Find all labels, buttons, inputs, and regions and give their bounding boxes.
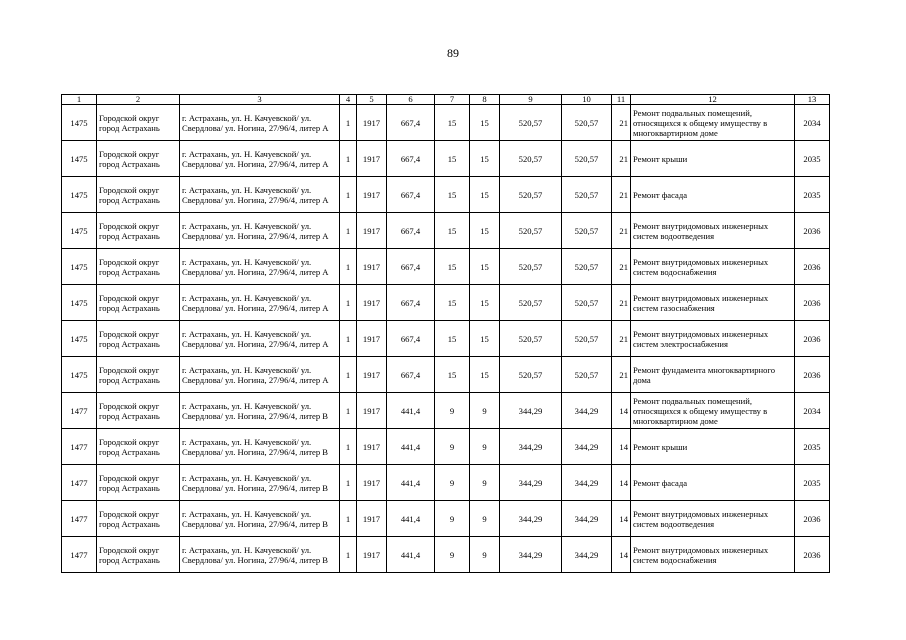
cell-year-built: 1917 xyxy=(357,357,387,393)
cell-apartments-total: 15 xyxy=(435,105,470,141)
cell-private-area: 520,57 xyxy=(562,357,612,393)
cell-address: г. Астрахань, ул. Н. Качуевской/ ул. Свердлова/ ул. Ногина, 27/96/4, литер В xyxy=(180,465,340,501)
cell-building-count: 1 xyxy=(340,357,357,393)
cell-address: г. Астрахань, ул. Н. Качуевской/ ул. Свердлова/ ул. Ногина, 27/96/4, литер В xyxy=(180,501,340,537)
cell-address: г. Астрахань, ул. Н. Качуевской/ ул. Свердлова/ ул. Ногина, 27/96/4, литер А xyxy=(180,285,340,321)
cell-residential-area: 520,57 xyxy=(500,177,562,213)
cell-row-number: 1475 xyxy=(62,177,97,213)
cell-residents-count: 21 xyxy=(612,177,631,213)
cell-total-area: 667,4 xyxy=(387,141,435,177)
cell-repair-type: Ремонт внутридомовых инженерных систем электроснабжения xyxy=(631,321,795,357)
cell-municipality: Городской округ город Астрахань xyxy=(97,321,180,357)
cell-total-area: 441,4 xyxy=(387,537,435,573)
cell-residential-area: 344,29 xyxy=(500,501,562,537)
cell-total-area: 667,4 xyxy=(387,321,435,357)
header-row xyxy=(62,95,830,105)
cell-row-number: 1475 xyxy=(62,141,97,177)
cell-private-area: 520,57 xyxy=(562,213,612,249)
column-header: 3 xyxy=(180,95,340,105)
cell-municipality: Городской округ город Астрахань xyxy=(97,105,180,141)
cell-apartments-total: 15 xyxy=(435,321,470,357)
cell-municipality: Городской округ город Астрахань xyxy=(97,537,180,573)
cell-total-area: 441,4 xyxy=(387,393,435,429)
cell-row-number: 1475 xyxy=(62,285,97,321)
cell-planned-year: 2036 xyxy=(795,321,830,357)
cell-repair-type: Ремонт внутридомовых инженерных систем водоотведения xyxy=(631,213,795,249)
cell-residents-count: 14 xyxy=(612,465,631,501)
cell-planned-year: 2036 xyxy=(795,285,830,321)
cell-apartments-total: 9 xyxy=(435,537,470,573)
cell-address: г. Астрахань, ул. Н. Качуевской/ ул. Свердлова/ ул. Ногина, 27/96/4, литер А xyxy=(180,177,340,213)
cell-residents-count: 21 xyxy=(612,213,631,249)
cell-address: г. Астрахань, ул. Н. Качуевской/ ул. Свердлова/ ул. Ногина, 27/96/4, литер А xyxy=(180,321,340,357)
cell-total-area: 441,4 xyxy=(387,429,435,465)
cell-year-built: 1917 xyxy=(357,177,387,213)
cell-total-area: 667,4 xyxy=(387,105,435,141)
cell-total-area: 667,4 xyxy=(387,213,435,249)
cell-building-count: 1 xyxy=(340,393,357,429)
cell-year-built: 1917 xyxy=(357,213,387,249)
cell-private-area: 520,57 xyxy=(562,141,612,177)
cell-planned-year: 2034 xyxy=(795,105,830,141)
cell-total-area: 667,4 xyxy=(387,285,435,321)
table-row xyxy=(62,429,830,465)
table-row xyxy=(62,393,830,429)
cell-address: г. Астрахань, ул. Н. Качуевской/ ул. Свердлова/ ул. Ногина, 27/96/4, литер А xyxy=(180,141,340,177)
cell-row-number: 1477 xyxy=(62,501,97,537)
cell-apartments-residential: 9 xyxy=(470,501,500,537)
cell-planned-year: 2035 xyxy=(795,141,830,177)
cell-private-area: 520,57 xyxy=(562,285,612,321)
cell-apartments-total: 15 xyxy=(435,249,470,285)
cell-private-area: 344,29 xyxy=(562,429,612,465)
column-header: 7 xyxy=(435,95,470,105)
cell-planned-year: 2036 xyxy=(795,537,830,573)
cell-apartments-residential: 15 xyxy=(470,105,500,141)
table-row xyxy=(62,501,830,537)
cell-year-built: 1917 xyxy=(357,321,387,357)
cell-building-count: 1 xyxy=(340,465,357,501)
table-row xyxy=(62,213,830,249)
cell-address: г. Астрахань, ул. Н. Качуевской/ ул. Свердлова/ ул. Ногина, 27/96/4, литер А xyxy=(180,105,340,141)
cell-private-area: 344,29 xyxy=(562,537,612,573)
cell-residential-area: 344,29 xyxy=(500,429,562,465)
cell-repair-type: Ремонт внутридомовых инженерных систем водоснабжения xyxy=(631,249,795,285)
registry-table xyxy=(61,94,830,573)
cell-row-number: 1477 xyxy=(62,429,97,465)
cell-total-area: 667,4 xyxy=(387,249,435,285)
cell-building-count: 1 xyxy=(340,249,357,285)
cell-municipality: Городской округ город Астрахань xyxy=(97,429,180,465)
table-row xyxy=(62,465,830,501)
cell-residential-area: 520,57 xyxy=(500,285,562,321)
cell-residential-area: 520,57 xyxy=(500,141,562,177)
cell-residential-area: 520,57 xyxy=(500,321,562,357)
cell-residents-count: 21 xyxy=(612,141,631,177)
cell-building-count: 1 xyxy=(340,429,357,465)
cell-total-area: 667,4 xyxy=(387,357,435,393)
cell-repair-type: Ремонт внутридомовых инженерных систем водоотведения xyxy=(631,501,795,537)
cell-total-area: 441,4 xyxy=(387,501,435,537)
cell-address: г. Астрахань, ул. Н. Качуевской/ ул. Свердлова/ ул. Ногина, 27/96/4, литер В xyxy=(180,537,340,573)
cell-planned-year: 2036 xyxy=(795,501,830,537)
cell-residential-area: 520,57 xyxy=(500,249,562,285)
cell-row-number: 1475 xyxy=(62,357,97,393)
cell-residents-count: 14 xyxy=(612,429,631,465)
table-row xyxy=(62,357,830,393)
cell-municipality: Городской округ город Астрахань xyxy=(97,141,180,177)
table-row xyxy=(62,177,830,213)
cell-row-number: 1475 xyxy=(62,321,97,357)
cell-row-number: 1475 xyxy=(62,105,97,141)
cell-address: г. Астрахань, ул. Н. Качуевской/ ул. Свердлова/ ул. Ногина, 27/96/4, литер А xyxy=(180,249,340,285)
cell-private-area: 520,57 xyxy=(562,177,612,213)
cell-private-area: 520,57 xyxy=(562,321,612,357)
cell-apartments-total: 9 xyxy=(435,393,470,429)
cell-apartments-residential: 15 xyxy=(470,141,500,177)
cell-residential-area: 520,57 xyxy=(500,213,562,249)
cell-apartments-residential: 15 xyxy=(470,177,500,213)
table-row xyxy=(62,537,830,573)
cell-private-area: 344,29 xyxy=(562,465,612,501)
cell-repair-type: Ремонт подвальных помещений, относящихся к общему имуществу в многоквартирном доме xyxy=(631,393,795,429)
cell-municipality: Городской округ город Астрахань xyxy=(97,501,180,537)
table-row xyxy=(62,321,830,357)
cell-private-area: 520,57 xyxy=(562,249,612,285)
cell-municipality: Городской округ город Астрахань xyxy=(97,249,180,285)
cell-apartments-total: 9 xyxy=(435,465,470,501)
page-number: 89 xyxy=(447,46,459,60)
cell-apartments-residential: 9 xyxy=(470,429,500,465)
cell-building-count: 1 xyxy=(340,537,357,573)
cell-building-count: 1 xyxy=(340,501,357,537)
cell-repair-type: Ремонт подвальных помещений, относящихся к общему имуществу в многоквартирном доме xyxy=(631,105,795,141)
cell-apartments-total: 15 xyxy=(435,213,470,249)
cell-private-area: 344,29 xyxy=(562,501,612,537)
column-header: 2 xyxy=(97,95,180,105)
cell-municipality: Городской округ город Астрахань xyxy=(97,213,180,249)
cell-residents-count: 21 xyxy=(612,249,631,285)
cell-municipality: Городской округ город Астрахань xyxy=(97,177,180,213)
cell-private-area: 520,57 xyxy=(562,105,612,141)
column-header: 13 xyxy=(795,95,830,105)
cell-residential-area: 344,29 xyxy=(500,465,562,501)
cell-row-number: 1477 xyxy=(62,465,97,501)
cell-apartments-total: 15 xyxy=(435,357,470,393)
cell-repair-type: Ремонт фундамента многоквартирного дома xyxy=(631,357,795,393)
cell-residents-count: 21 xyxy=(612,285,631,321)
cell-planned-year: 2036 xyxy=(795,249,830,285)
cell-repair-type: Ремонт крыши xyxy=(631,429,795,465)
table-row xyxy=(62,141,830,177)
cell-apartments-residential: 9 xyxy=(470,393,500,429)
cell-residents-count: 21 xyxy=(612,105,631,141)
cell-apartments-total: 9 xyxy=(435,429,470,465)
cell-building-count: 1 xyxy=(340,105,357,141)
cell-residential-area: 520,57 xyxy=(500,105,562,141)
column-header: 1 xyxy=(62,95,97,105)
cell-building-count: 1 xyxy=(340,141,357,177)
column-header: 10 xyxy=(562,95,612,105)
cell-residential-area: 344,29 xyxy=(500,393,562,429)
cell-repair-type: Ремонт внутридомовых инженерных систем водоснабжения xyxy=(631,537,795,573)
cell-building-count: 1 xyxy=(340,213,357,249)
table-row xyxy=(62,105,830,141)
cell-apartments-residential: 15 xyxy=(470,249,500,285)
cell-residential-area: 520,57 xyxy=(500,357,562,393)
cell-planned-year: 2035 xyxy=(795,429,830,465)
column-header: 5 xyxy=(357,95,387,105)
cell-year-built: 1917 xyxy=(357,501,387,537)
cell-repair-type: Ремонт фасада xyxy=(631,465,795,501)
cell-planned-year: 2036 xyxy=(795,357,830,393)
cell-year-built: 1917 xyxy=(357,537,387,573)
cell-apartments-residential: 15 xyxy=(470,285,500,321)
column-header: 6 xyxy=(387,95,435,105)
column-header: 4 xyxy=(340,95,357,105)
cell-year-built: 1917 xyxy=(357,285,387,321)
cell-row-number: 1475 xyxy=(62,213,97,249)
cell-total-area: 667,4 xyxy=(387,177,435,213)
cell-row-number: 1477 xyxy=(62,537,97,573)
cell-year-built: 1917 xyxy=(357,249,387,285)
column-header: 8 xyxy=(470,95,500,105)
cell-address: г. Астрахань, ул. Н. Качуевской/ ул. Свердлова/ ул. Ногина, 27/96/4, литер В xyxy=(180,393,340,429)
cell-private-area: 344,29 xyxy=(562,393,612,429)
cell-residential-area: 344,29 xyxy=(500,537,562,573)
cell-year-built: 1917 xyxy=(357,141,387,177)
cell-apartments-residential: 9 xyxy=(470,465,500,501)
cell-address: г. Астрахань, ул. Н. Качуевской/ ул. Свердлова/ ул. Ногина, 27/96/4, литер А xyxy=(180,213,340,249)
cell-address: г. Астрахань, ул. Н. Качуевской/ ул. Свердлова/ ул. Ногина, 27/96/4, литер А xyxy=(180,357,340,393)
cell-row-number: 1477 xyxy=(62,393,97,429)
cell-planned-year: 2035 xyxy=(795,465,830,501)
cell-apartments-residential: 15 xyxy=(470,213,500,249)
cell-year-built: 1917 xyxy=(357,393,387,429)
cell-municipality: Городской округ город Астрахань xyxy=(97,393,180,429)
cell-building-count: 1 xyxy=(340,321,357,357)
cell-repair-type: Ремонт внутридомовых инженерных систем газоснабжения xyxy=(631,285,795,321)
cell-year-built: 1917 xyxy=(357,105,387,141)
table-row xyxy=(62,285,830,321)
cell-residents-count: 21 xyxy=(612,357,631,393)
cell-year-built: 1917 xyxy=(357,429,387,465)
cell-apartments-total: 9 xyxy=(435,501,470,537)
cell-apartments-total: 15 xyxy=(435,285,470,321)
cell-year-built: 1917 xyxy=(357,465,387,501)
cell-row-number: 1475 xyxy=(62,249,97,285)
cell-municipality: Городской округ город Астрахань xyxy=(97,357,180,393)
cell-building-count: 1 xyxy=(340,177,357,213)
cell-residents-count: 14 xyxy=(612,393,631,429)
cell-residents-count: 14 xyxy=(612,501,631,537)
column-header: 9 xyxy=(500,95,562,105)
cell-repair-type: Ремонт крыши xyxy=(631,141,795,177)
cell-building-count: 1 xyxy=(340,285,357,321)
cell-total-area: 441,4 xyxy=(387,465,435,501)
cell-apartments-residential: 15 xyxy=(470,321,500,357)
cell-apartments-residential: 9 xyxy=(470,537,500,573)
cell-residents-count: 21 xyxy=(612,321,631,357)
cell-municipality: Городской округ город Астрахань xyxy=(97,285,180,321)
cell-address: г. Астрахань, ул. Н. Качуевской/ ул. Свердлова/ ул. Ногина, 27/96/4, литер В xyxy=(180,429,340,465)
cell-repair-type: Ремонт фасада xyxy=(631,177,795,213)
column-header: 11 xyxy=(612,95,631,105)
cell-municipality: Городской округ город Астрахань xyxy=(97,465,180,501)
cell-apartments-total: 15 xyxy=(435,141,470,177)
column-header: 12 xyxy=(631,95,795,105)
cell-apartments-total: 15 xyxy=(435,177,470,213)
cell-apartments-residential: 15 xyxy=(470,357,500,393)
cell-planned-year: 2035 xyxy=(795,177,830,213)
table-row xyxy=(62,249,830,285)
cell-planned-year: 2034 xyxy=(795,393,830,429)
cell-residents-count: 14 xyxy=(612,537,631,573)
cell-planned-year: 2036 xyxy=(795,213,830,249)
